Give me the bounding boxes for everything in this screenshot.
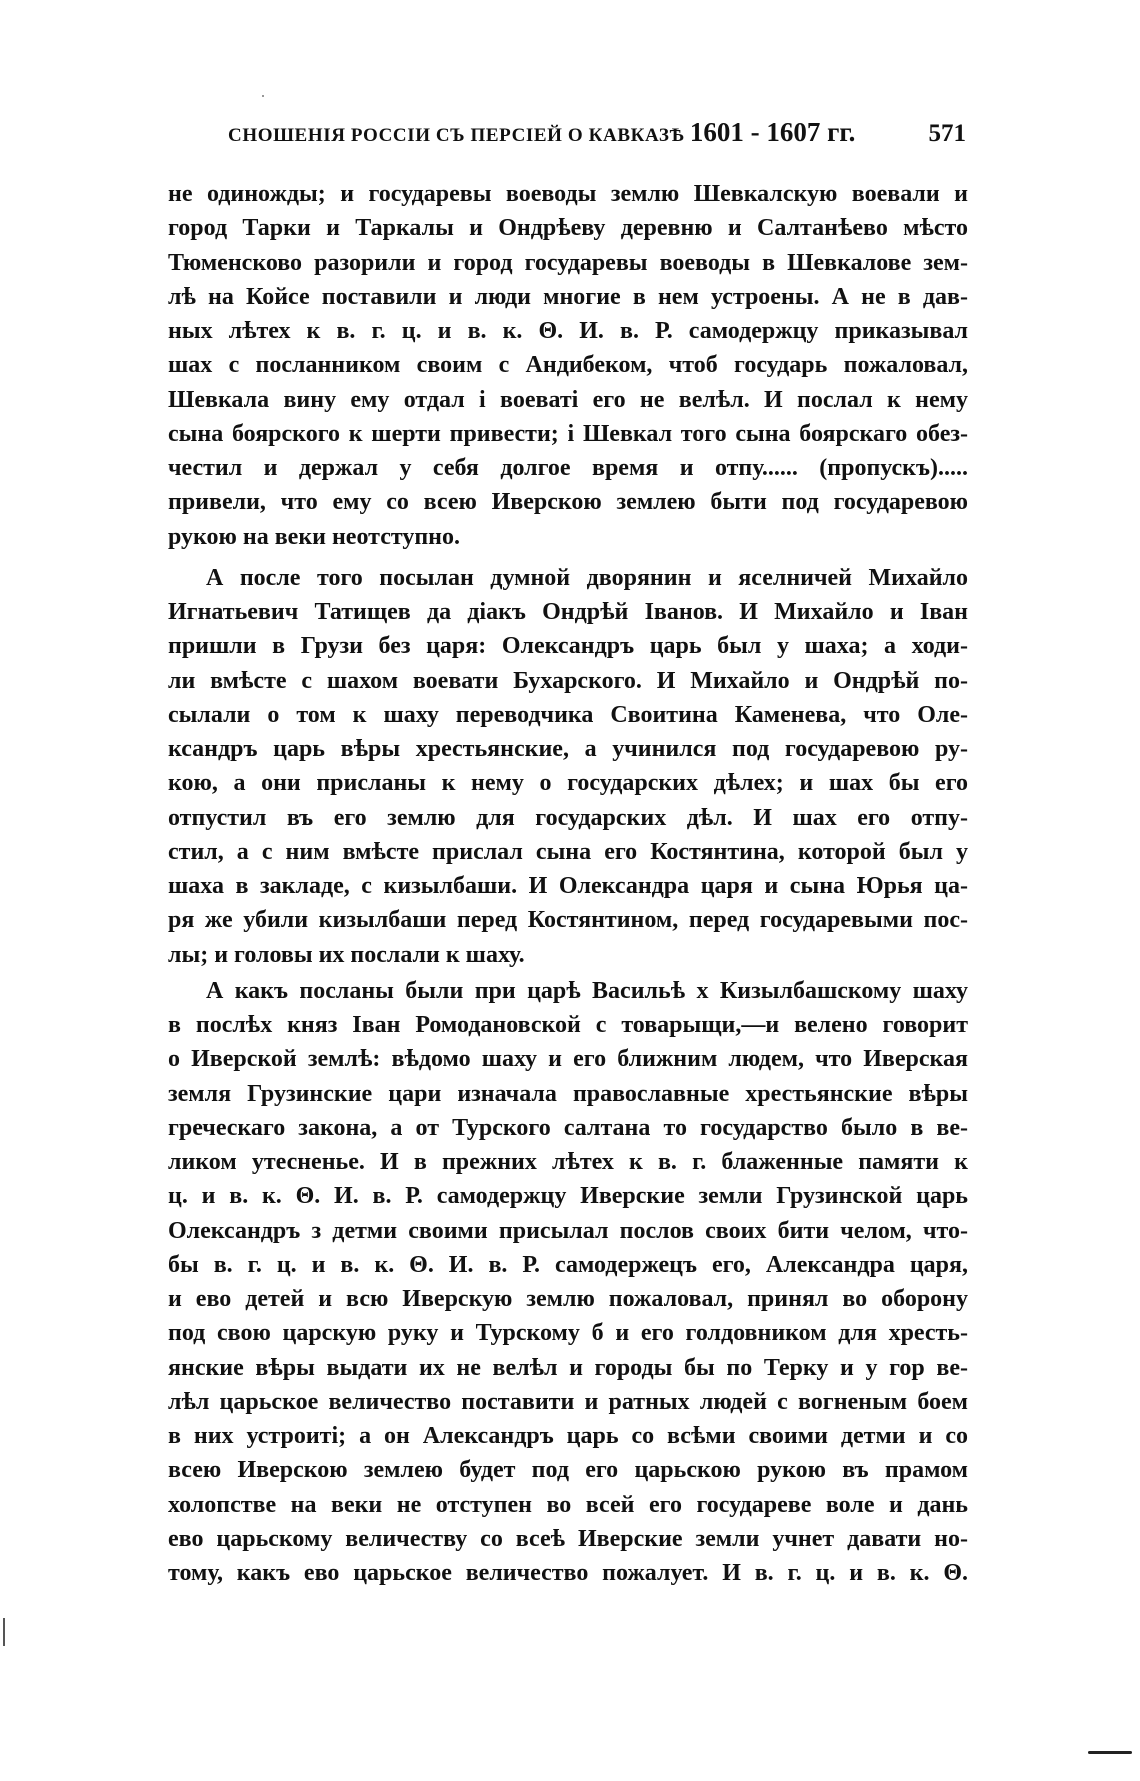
text-line: ря же убили кизылбаши перед Костянтином, перед государевыми пос- [168, 907, 968, 934]
text-line: привели, что ему со всею Иверскою землею быти под государевою [168, 489, 968, 516]
text-line: Олександръ з детми своими присылал послов своих бити челом, что- [168, 1217, 968, 1244]
text-line: тому, какъ ево царьское величество пожалует. И в. г. ц. и в. к. Θ. [168, 1560, 968, 1586]
text-line: греческаго закона, а от Турского салтана то государство было в ве- [168, 1114, 968, 1141]
header-title [228, 117, 929, 148]
scan-speck [262, 95, 264, 97]
text-line: о Иверской землѣ: вѣдомо шаху и его ближним людем, что Иверская [168, 1046, 968, 1073]
text-line: Тюменсково разорили и город государевы воеводы в Шевкалове зем- [168, 249, 968, 276]
text-line: под свою царскую руку и Турскому б и его голдовником для хресть- [168, 1320, 968, 1347]
text-line: стил, а с ним вмѣсте прислал сына его Костянтина, которой был у [168, 838, 968, 865]
scan-corner-dash [1088, 1751, 1132, 1754]
text-line: Игнатьевич Татищев да діакъ Ондрѣй Іванов. И Михайло и Іван [168, 599, 968, 625]
text-line: Шевкала вину ему отдал і воеваті его не велѣл. И послал к нему [168, 386, 968, 413]
text-line: не одиножды; и государевы воеводы землю Шевкалскую воевали и [168, 181, 968, 207]
text-line: в послѣх княз Іван Ромодановской с товарыщи,—и велено говорит [168, 1012, 968, 1038]
text-line: ксандръ царь вѣры хрестьянские, а учинился под государевою ру- [168, 736, 968, 762]
text-line: холопстве на веки не отступен во всей его государеве воле и дань [168, 1491, 968, 1518]
text-line: ево царьскому величеству со всеѣ Иверские земли учнет давати но- [168, 1525, 968, 1552]
text-line: город Тарки и Таркалы и Ондрѣеву деревню и Салтанѣево мѣсто [168, 215, 968, 242]
text-line: честил и держал у себя долгое время и отпу...... (пропускъ)..... [168, 455, 968, 481]
body-text [168, 177, 968, 1590]
text-line: лѣ на Койсе поставили и люди многие в нем устроены. А не в дав- [168, 283, 968, 310]
text-line: и ево детей и всю Иверскую землю пожаловал, принял во оборону [168, 1286, 968, 1312]
text-line: янские вѣры выдати их не велѣл и городы бы по Терку и у гор ве- [168, 1354, 968, 1381]
text-line: лы; и головы их послали к шаху. [168, 941, 525, 968]
text-line: кою, а они присланы к нему о государских дѣлех; и шах бы его [168, 770, 968, 797]
header-title-prefix: СНОШЕНІЯ РОССІИ СЪ ПЕРСІЕЙ О КАВКАЗѢ [228, 125, 685, 146]
text-line: ных лѣтех к в. г. ц. и в. к. Θ. И. в. Р. самодержцу приказывал [168, 318, 968, 344]
text-line: А после того посылан думной дворянин и яселничей Михайло [206, 564, 968, 591]
header-title-years: 1601 - 1607 гг. [689, 117, 856, 147]
text-line: шах с посланником своим с Андибеком, чтоб государь пожаловал, [168, 352, 968, 379]
text-line: ли вмѣсте с шахом воевати Бухарского. И Михайло и Ондрѣй по- [168, 667, 968, 694]
text-line: ц. и в. к. Θ. И. в. Р. самодержцу Иверские земли Грузинской царь [168, 1183, 968, 1210]
text-line: в них устроиті; а он Александръ царь со всѣми своими детми и со [168, 1423, 968, 1449]
text-line: сылали о том к шаху переводчика Своитина Каменева, что Оле- [168, 701, 968, 728]
text-line: сына боярского к шерти привести; і Шевкал того сына боярскаго обез- [168, 420, 968, 447]
scan-edge-mark [3, 1618, 5, 1646]
running-header [228, 117, 966, 157]
text-line: рукою на веки неотступно. [168, 523, 461, 550]
text-line: пришли в Грузи без царя: Олександръ царь был у шаха; а ходи- [168, 633, 968, 660]
text-line: А какъ посланы были при царѣ Васильѣ х Кизылбашскому шаху [206, 977, 968, 1004]
text-line: земля Грузинские цари изначала православные хрестьянские вѣры [168, 1080, 968, 1107]
text-line: ликом утесненье. И в прежних лѣтех к в. г. блаженные памяти к [168, 1149, 968, 1175]
text-line: бы в. г. ц. и в. к. Θ. И. в. Р. самодержецъ его, Александра царя, [168, 1251, 968, 1278]
text-line: шаха в закладе, с кизылбаши. И Олександра царя и сына Юрья ца- [168, 873, 968, 899]
text-line: лѣл царьское величество поставити и ратных людей с вогненым боем [168, 1388, 968, 1415]
text-line: всею Иверскою землею будет под его царьскою рукою въ прамом [168, 1457, 968, 1484]
text-line: отпустил въ его землю для государских дѣл. И шах его отпу- [168, 804, 968, 831]
page-number: 571 [928, 120, 966, 147]
